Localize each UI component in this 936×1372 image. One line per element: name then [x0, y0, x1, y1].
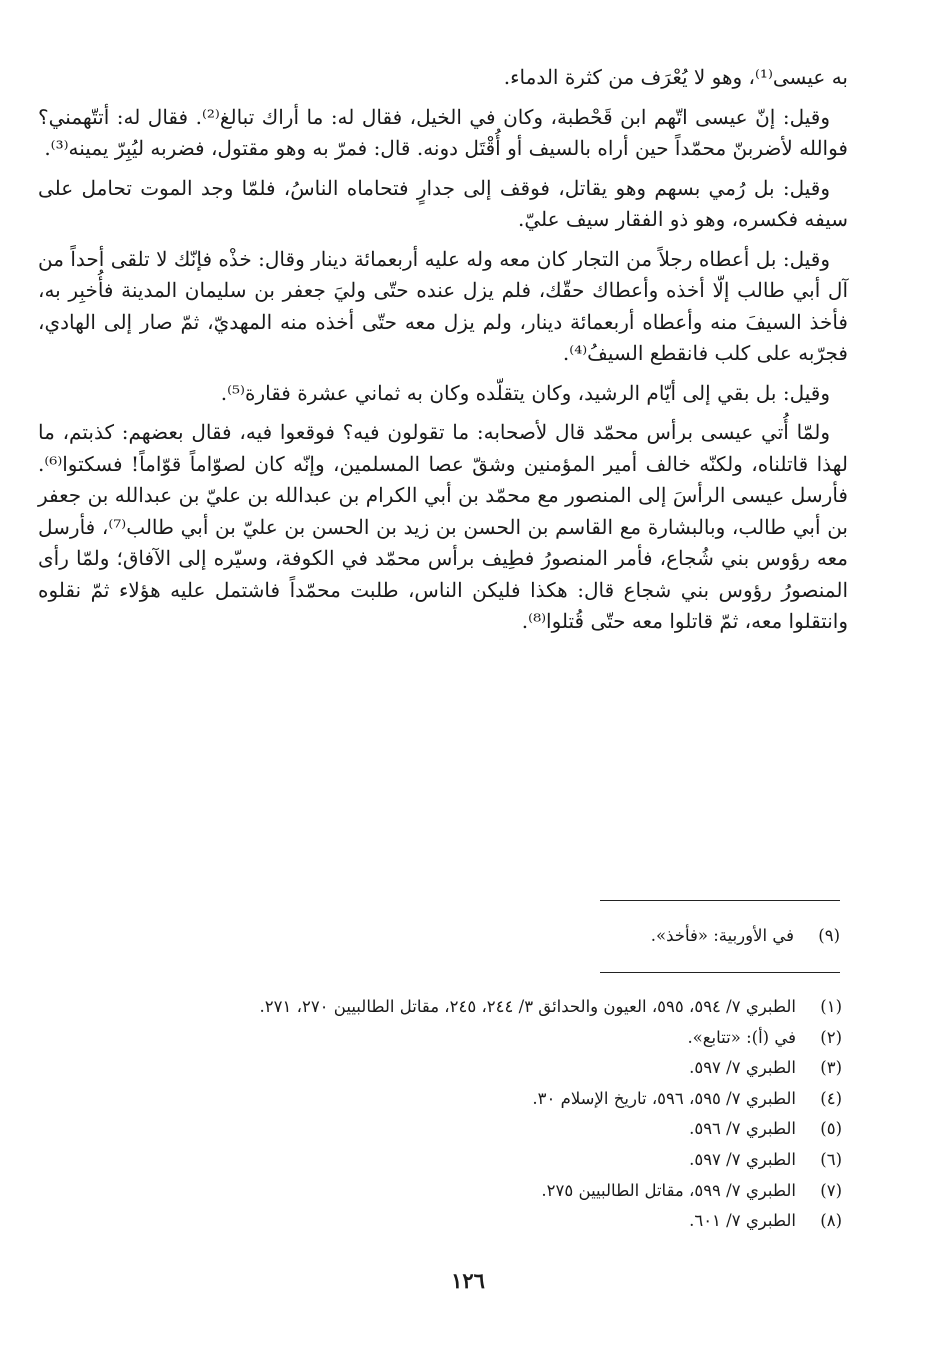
- footnote: [100, 1053, 842, 1084]
- footnote: [100, 1176, 842, 1207]
- footnote-text: الطبري ٧/ ٥٩٩، مقاتل الطالبيين ٢٧٥.: [541, 1180, 796, 1200]
- footnote-number: (٧): [820, 1180, 842, 1200]
- footnote-text: في (أ): «تتابع».: [687, 1027, 796, 1047]
- paragraph: وقيل: بل بقي إلى أيّام الرشيد، وكان يتقلّده وكان به ثماني عشرة فقارة⁽⁵⁾.: [220, 380, 830, 405]
- paragraph: وقيل: إنّ عيسى اتّهم ابن قَحْطبة، وكان في الخيل، فقال له: ما أراك تبالغ⁽²⁾. فقال له: أتتّهمني؟ فوالله لأضربنّ محمّداً حين أراه بالسيف أو أُقْتَل دونه. قال: فمرّ به وهو مقتول، فضربه ليُبِرّ يمينه⁽³⁾.: [38, 104, 848, 160]
- footnote-text: الطبري ٧/ ٥٩٦.: [689, 1119, 796, 1139]
- footnote: [100, 1084, 842, 1115]
- footnote: [100, 1145, 842, 1176]
- paragraph: به عيسى⁽¹⁾، وهو لا يُعْرَف من كثرة الدماء.: [503, 65, 848, 89]
- footnote-number: (٢): [820, 1027, 842, 1047]
- footnote-text: الطبري ٧/ ٥٩٤، ٥٩٥، العيون والحدائق ٣/ ٢٤٤، ٢٤٥، مقاتل الطالبيين ٢٧٠، ٢٧١.: [259, 997, 796, 1016]
- main-text: [38, 62, 848, 646]
- footnote-number: (١): [820, 997, 842, 1016]
- paragraph: وقيل: بل أعطاه رجلاً من التجار كان معه وله عليه أربعمائة دينار وقال: خذْه فإنّك لا تلقى أحداً من آل أبي طالب إلّا أخذه وأعطاك حقّك، فلم يزل عنده حتّى وليَ جعفر بن سليمان المدينة فأُخبِر به، فأخذ السيفَ منه وأعطاه أربعمائة دينار، ولم يزل معه حتّى أخذه منه المهديّ، ثمّ صار إلى الهادي، فجرّبه على كلب فانقطع السيفُ⁽⁴⁾.: [38, 246, 848, 365]
- footnote-variant: [200, 922, 840, 950]
- footnote-text: الطبري ٧/ ٥٩٧.: [689, 1058, 796, 1078]
- paragraph: ولمّا أُتي عيسى برأس محمّد قال لأصحابه: ما تقولون فيه؟ فوقعوا فيه، فقال بعضهم: كذبتم، ما لهذا قاتلناه، ولكنّه خالف أمير المؤمنين وشقّ عصا المسلمين، وإنّه كان لصوّاماً قوّاماً! فسكتوا⁽⁶⁾. فأرسل عيسى الرأسَ إلى المنصور مع محمّد بن أبي الكرام بن عبدالله بن عليّ بن عبدالله بن جعفر بن أبي طالب، وبالبشارة مع القاسم بن الحسن بن زيد بن الحسن بن عليّ بن أبي طالب⁽⁷⁾، فأرسل معه رؤوس بني شُجاع، فأمر المنصورُ فطِيف برأس محمّد في الكوفة، وسيّره إلى الآفاق؛ ولمّا رأى المنصورُ رؤوس بني شجاع قال: هكذا فليكن الناس، طلبت محمّداً فاشتمل عليه هؤلاء ثمّ نقلوه وانتقلوا معه، ثمّ قاتلوا معه حتّى قُتلوا⁽⁸⁾.: [38, 420, 848, 633]
- footnote-number: (٣): [820, 1058, 842, 1078]
- footnote-text: الطبري ٧/ ٥٩٧.: [689, 1149, 796, 1169]
- footnote-number: (٤): [820, 1088, 842, 1108]
- footnotes-list: [100, 992, 842, 1237]
- paragraph: وقيل: بل رُمي بسهم وهو يقاتل، فوقف إلى جدارٍ فتحاماه الناسُ، فلمّا وجد الموت تحامل على سيفه فكسره، وهو ذو الفقار سيف عليّ.: [38, 175, 848, 231]
- footnote-number: (٦): [820, 1149, 842, 1169]
- footnote-text: في الأوربية: «فأخذ».: [650, 926, 794, 945]
- footnote-number: (٨): [820, 1211, 842, 1231]
- page-number: ١٢٦: [451, 1268, 485, 1293]
- footnote-divider: [600, 972, 840, 973]
- footnote-divider: [600, 900, 840, 901]
- footnote-number: (٥): [820, 1119, 842, 1139]
- footnote-number: (٩): [818, 926, 840, 945]
- footnote: [100, 1114, 842, 1145]
- footnote: [100, 1023, 842, 1054]
- footnote: [100, 1206, 842, 1237]
- footnote-text: الطبري ٧/ ٥٩٥، ٥٩٦، تاريخ الإسلام ٣٠.: [532, 1088, 796, 1108]
- footnote: [100, 992, 842, 1023]
- footnote-text: الطبري ٧/ ٦٠١.: [689, 1211, 796, 1231]
